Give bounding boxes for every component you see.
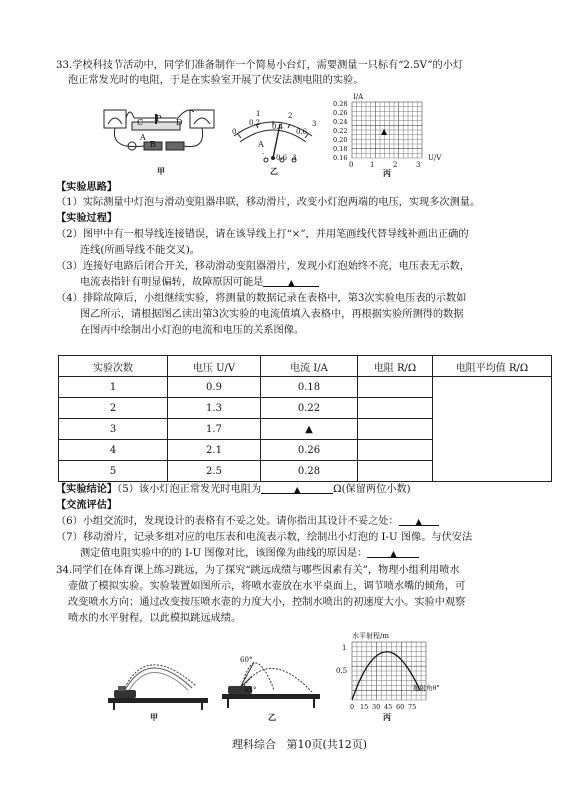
table-header-trial: 实验次数: [59, 356, 168, 377]
table-cell-resistance[interactable]: [358, 419, 433, 440]
iu-xtick-1: 1: [370, 161, 375, 169]
q33-p2-line2: 连线(所画导线不能交叉)。: [80, 245, 201, 256]
page-footer: 理科综合 第10页(共12页): [232, 738, 368, 751]
circuit-label-b: B: [150, 140, 156, 149]
fig34-label-jia: 甲: [150, 712, 158, 722]
iu-graph-marker: ▲: [381, 127, 388, 136]
table-cell: 2.5: [168, 461, 261, 482]
q33-p2-line1: （2）图甲中有一根导线连接错误，请在该导线上打“×”，并用笔画线代替导线补画出正确的: [56, 229, 469, 240]
fig34-label-yi: 乙: [268, 712, 276, 722]
table-cell: 5: [59, 461, 168, 482]
table-cell: 3: [59, 419, 168, 440]
iu-ytick-0-28: 0.28: [333, 100, 348, 108]
circuit-diagram: [102, 98, 220, 160]
table-cell: 4: [59, 440, 168, 461]
ammeter-terminal-0-6: 0.6: [276, 154, 288, 162]
table-row: [59, 377, 552, 398]
section-idea: 【实验思路】: [56, 181, 118, 193]
section-evaluation: 【交流评估】: [56, 499, 118, 511]
table-cell-current-blank[interactable]: ▲: [261, 419, 358, 440]
angle-45: 45°: [244, 686, 257, 694]
iu-ytick-0-22: 0.22: [333, 127, 348, 135]
circuit-label-d: D: [176, 118, 183, 127]
iu-ytick-0-26: 0.26: [333, 109, 348, 117]
fig34-label-bing: 丙: [383, 712, 391, 722]
table-header-avg-resistance: 电阻平均值 R/Ω: [433, 356, 552, 377]
table-cell: 0.22: [261, 398, 358, 419]
table-cell-resistance[interactable]: [358, 440, 433, 461]
q33-line1: 33.学校科技节活动中，同学们准备制作一个简易小台灯，需要测量一只标有“2.5V”的小灯: [56, 60, 464, 71]
ammeter-terminal-3: 3: [292, 154, 297, 162]
ammeter-tick-0-2: 0.2: [249, 119, 261, 127]
iu-ytick-0-16: 0.16: [333, 154, 348, 162]
q33-p4-line3: 在图丙中绘制出小灯泡的电流和电压的关系图像。: [80, 325, 305, 336]
iu-graph-ylabel: I/A: [353, 93, 364, 101]
ammeter-tick-0: 0: [232, 128, 237, 136]
q33-conclusion: 【实验结论】（5）该小灯泡正常发光时电阻为 ▲ Ω(保留两位小数): [56, 483, 411, 495]
iu-ytick-0-20: 0.20: [333, 136, 348, 144]
table-cell-resistance[interactable]: [358, 461, 433, 482]
range-graph-ylabel: 水平射程/m: [352, 632, 389, 640]
ammeter-tick-0-4: 0.4: [272, 123, 284, 131]
fig33-label-jia: 甲: [157, 166, 165, 176]
ammeter-tick-3: 3: [312, 120, 317, 128]
table-cell: 0.28: [261, 461, 358, 482]
range-xtick-30: 30: [372, 703, 381, 711]
table-cell: 0.18: [261, 377, 358, 398]
range-xtick-60: 60: [396, 703, 405, 711]
table-cell-resistance[interactable]: [358, 377, 433, 398]
circuit-label-p: P: [156, 114, 162, 123]
iu-xtick-2: 2: [393, 161, 398, 169]
ammeter-tick-0-6: 0.6: [296, 128, 308, 136]
ammeter-symbol: A: [258, 140, 264, 149]
circuit-label-a: A: [140, 133, 146, 142]
iu-ytick-0-18: 0.18: [333, 145, 348, 153]
range-xtick-15: 15: [360, 703, 369, 711]
range-ytick-1: 1: [342, 644, 347, 652]
range-ytick-0-5: 0.5: [336, 667, 348, 675]
fig33-label-bing: 丙: [383, 168, 391, 178]
data-table: [58, 355, 552, 482]
answer-blank-curve-reason[interactable]: ▲: [367, 547, 419, 558]
q33-e7-line2: 测定值电阻实验中的的 I-U 图像对比，该图像为曲线的原因是： ▲: [80, 547, 419, 560]
iu-ytick-0-24: 0.24: [333, 118, 348, 126]
ammeter-tick-1: 1: [256, 110, 261, 118]
fig33-label-yi: 乙: [270, 166, 278, 176]
section-process: 【实验过程】: [56, 212, 118, 224]
q34-line4: 喷水的水平射程，以此模拟跳远成绩。: [68, 613, 242, 624]
answer-blank-fault[interactable]: ▲: [263, 276, 319, 287]
table-cell: 0.26: [261, 440, 358, 461]
sprayer-diagram-jia: [104, 640, 214, 710]
answer-blank-table-issue[interactable]: ▲: [399, 515, 439, 526]
q33-e7-line1: （7）移动滑片，记录多组对应的电压表和电流表示数，绘制出小灯泡的 I-U 图像。与伏安法: [56, 532, 473, 543]
ammeter-terminal-neg: -: [262, 150, 265, 158]
circuit-label-c: C: [137, 118, 144, 127]
table-cell: 2.1: [168, 440, 261, 461]
q33-p4-line2: 图乙所示，请根据图乙读出第3次实验的电流值填入表格中，再根据实验所测得的数据: [80, 309, 464, 320]
sprayer-diagram-yi: [214, 646, 324, 712]
table-cell: 1.7: [168, 419, 261, 440]
table-cell: 1: [59, 377, 168, 398]
range-graph-xlabel: 抛射角θ°: [413, 684, 440, 692]
q33-line2: 泡正常发光时的电阻，于是在实验室开展了伏安法测电阻的实验。: [68, 75, 364, 86]
q34-line2: 壶做了模拟实验。实验装置如图所示，将喷水壶放在水平桌面上，调节喷水嘴的倾角，可: [68, 581, 466, 592]
q34-line1: 34.同学们在体育课上练习跳远，为了探究“跳远成绩与哪些因素有关”，物理小组利用喷水: [56, 565, 460, 576]
q33-e6: （6）小组交流时，发现设计的表格有不妥之处。请你指出其设计不妥之处： ▲: [56, 515, 439, 528]
iu-graph-xlabel: U/V: [428, 154, 442, 162]
table-cell: 1.3: [168, 398, 261, 419]
iu-xtick-0: 0: [349, 161, 354, 169]
range-xtick-75: 75: [408, 703, 417, 711]
table-cell: 0.9: [168, 377, 261, 398]
q33-idea-1: （1）实际测量中灯泡与滑动变阻器串联，移动滑片，改变小灯泡两端的电压，实现多次测量。: [56, 197, 481, 208]
q33-p3-line1: （3）连接好电路后闭合开关，移动滑动变阻器滑片，发现小灯泡始终不亮，电压表无示数，: [56, 261, 470, 272]
table-header-resistance: 电阻 R/Ω: [358, 356, 433, 377]
q33-p4-line1: （4）排除故障后，小组继续实验，将测量的数据记录在表格中，第3次实验电压表的示数如: [56, 293, 467, 304]
q33-p3-line2: 电流表指针有明显偏转，故障原因可能是 ▲: [80, 276, 319, 289]
table-header-current: 电流 I/A: [261, 356, 358, 377]
table-cell-avg[interactable]: [433, 377, 552, 482]
range-xtick-0: 0: [350, 703, 355, 711]
q34-line3: 改变喷水方向；通过改变按压喷水壶的力度大小，控制水喷出的初速度大小。实验中观察: [68, 597, 466, 608]
answer-blank-resistance[interactable]: ▲: [261, 483, 333, 494]
table-cell: 2: [59, 398, 168, 419]
iu-xtick-3: 3: [416, 161, 421, 169]
ammeter-tick-2: 2: [288, 112, 293, 120]
table-header-voltage: 电压 U/V: [168, 356, 261, 377]
range-xtick-45: 45: [384, 703, 393, 711]
angle-60: 60°: [240, 656, 253, 664]
table-cell-resistance[interactable]: [358, 398, 433, 419]
